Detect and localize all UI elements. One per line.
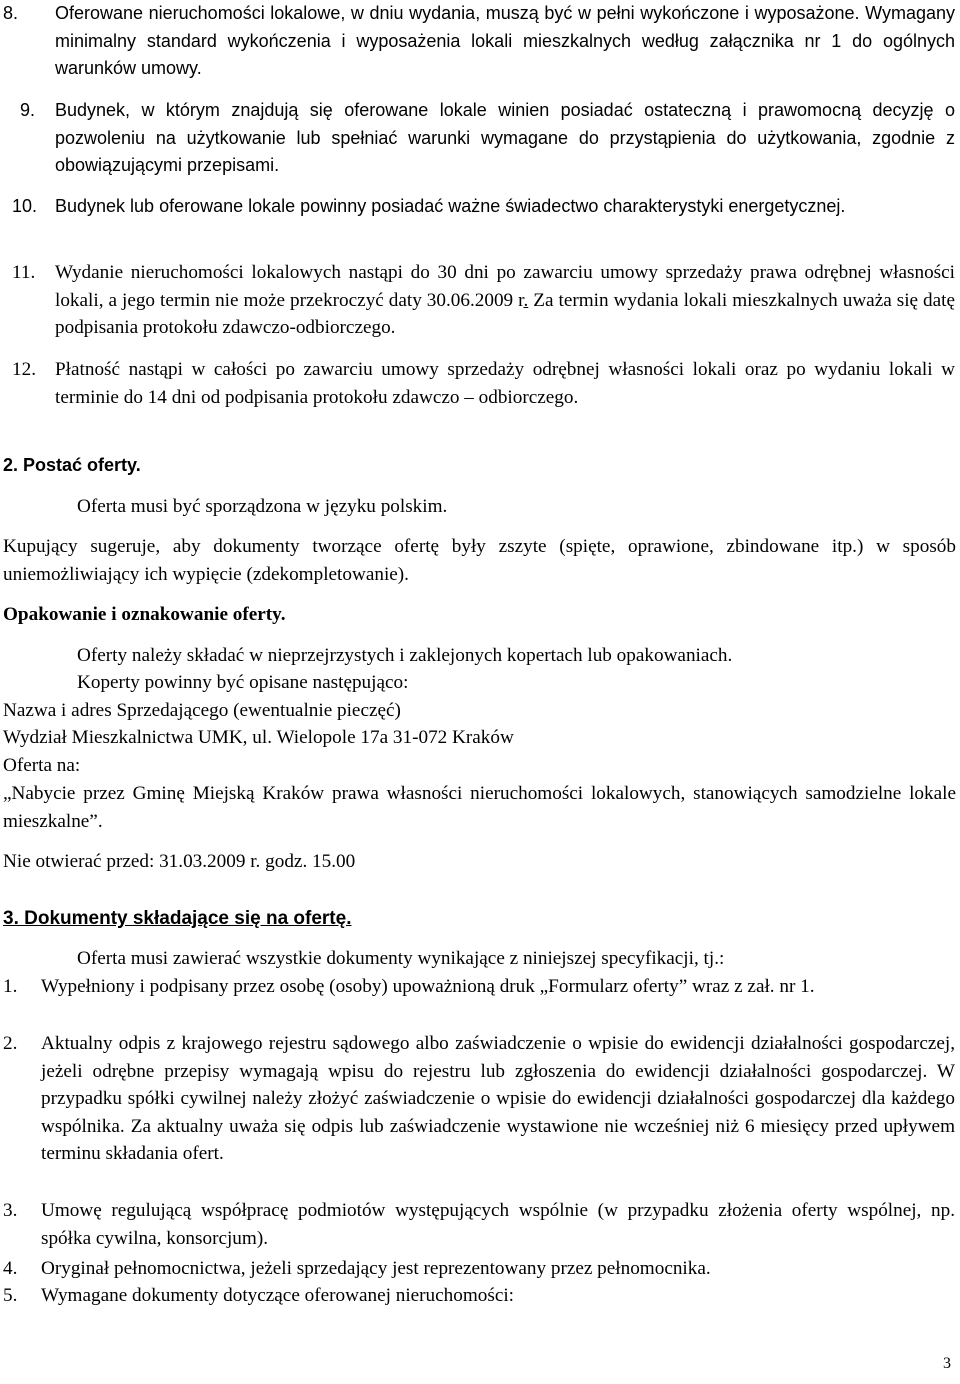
list-text: Budynek, w którym znajdują się oferowane lokale winien posiadać ostateczną i prawomocną decyzję o pozwoleniu na użytkowanie lub spełniać warunki wymagane do przystąpienia do użytkowania, zgodnie z obowiązującymi przepisami. <box>55 100 955 176</box>
list-item-11 <box>0 259 960 343</box>
list-number: 10. <box>12 196 38 216</box>
doc-item-5 <box>0 1282 960 1310</box>
label-subject: „Nabycie przez Gminę Miejską Kraków prawa własności nieruchomości lokalowych, stanowiących samodzielne lokale mieszkalne”. <box>3 783 956 832</box>
doc-item-3 <box>0 1197 960 1253</box>
list-text: Wypełniony i podpisany przez osobę (osoby) upoważnioną druk „Formularz oferty” wraz z zał. nr 1. <box>41 976 815 997</box>
list-number: 2. <box>3 1033 18 1054</box>
paragraph-binding: Kupujący sugeruje, aby dokumenty tworzące ofertę były zszyte (spięte, oprawione, zbindowane itp.) w sposób uniemożliwiający ich wypięcie (zdekompletowanie). <box>3 536 956 585</box>
list-text-part: Wydanie nieruchomości lokalowych nastąpi do 30 dni po zawarciu umowy sprzedaży prawa odrębnej własności lokali, a jego termin nie może przekroczyć daty 30.06.2009 r <box>55 262 955 311</box>
section-heading-3: 3. Dokumenty składające się na ofertę. <box>3 908 352 929</box>
list-number: 3. <box>3 1200 18 1221</box>
list-text: Płatność nastąpi w całości po zawarciu umowy sprzedaży odrębnej własności lokali oraz po wydaniu lokali w terminie do 14 dni od podpisania protokołu zdawczo – odbiorczego. <box>55 359 955 408</box>
paragraph-envelope: Oferty należy składać w nieprzejrzystych i zaklejonych kopertach lub opakowaniach. <box>77 645 733 666</box>
list-number: 4. <box>3 1258 18 1279</box>
section-heading-2: 2. Postać oferty. <box>3 455 141 475</box>
subheading-packaging: Opakowanie i oznakowanie oferty. <box>3 604 286 625</box>
list-text <box>55 259 955 342</box>
list-number: 5. <box>3 1285 18 1306</box>
list-number: 12. <box>12 359 36 380</box>
list-text: Umowę regulującą współpracę podmiotów występujących wspólnie (w przypadku złożenia oferty wspólnej, np. spółka cywilna, konsorcjum). <box>41 1200 955 1249</box>
list-text: Wymagane dokumenty dotyczące oferowanej nieruchomości: <box>41 1285 515 1306</box>
label-offer: Oferta na: <box>3 755 81 776</box>
list-item-8 <box>0 0 960 84</box>
paragraph-label-intro: Koperty powinny być opisane następująco: <box>77 672 409 693</box>
label-seller-name: Nazwa i adres Sprzedającego (ewentualnie pieczęć) <box>3 700 401 721</box>
list-text: Oferowane nieruchomości lokalowe, w dniu wydania, muszą być w pełni wykończone i wyposażone. Wymagany minimalny standard wykończenia i wyposażenia lokali mieszkalnych według załącznika nr 1 do ogólnych warunków umowy. <box>55 3 955 79</box>
doc-item-2 <box>0 1030 960 1196</box>
doc-item-4 <box>0 1255 960 1283</box>
list-text: Oryginał pełnomocnictwa, jeżeli sprzedający jest reprezentowany przez pełnomocnika. <box>41 1258 711 1279</box>
list-number: 8. <box>3 3 19 23</box>
paragraph-language: Oferta musi być sporządzona w języku polskim. <box>77 496 448 517</box>
list-text: Aktualny odpis z krajowego rejestru sądowego albo zaświadczenie o wpisie do ewidencji działalności gospodarczej, jeżeli odrębne przepisy wymagają wpisu do rejestru lub zgłoszenia do ewidencji działalności gospodarczej. W przypadku spółki cywilnej należy złożyć zaświadczenie o wpisie do ewidencji działalności gospodarczej dla każdego wspólnika. Za aktualny uważa się odpis lub zaświadczenie wystawione nie wcześniej niż 6 miesięcy przed upływem terminu składania ofert. <box>41 1033 955 1165</box>
list-number: 1. <box>3 976 18 997</box>
list-item-10 <box>0 193 960 249</box>
underlined-period: . <box>523 289 529 311</box>
list-number: 11. <box>12 262 36 283</box>
list-text: Budynek lub oferowane lokale powinny posiadać ważne świadectwo charakterystyki energetycznej. <box>55 196 846 216</box>
page-number: 3 <box>943 1355 951 1372</box>
do-not-open-note: Nie otwierać przed: 31.03.2009 r. godz. 15.00 <box>3 851 356 872</box>
list-item-12 <box>0 356 960 440</box>
list-item-9 <box>0 97 960 181</box>
label-department: Wydział Mieszkalnictwa UMK, ul. Wielopole 17a 31-072 Kraków <box>3 727 514 748</box>
list-text-part: Za termin wydania lokali mieszkalnych uważa się datę podpisania protokołu zdawczo-odbiorczego. <box>55 289 955 339</box>
section3-intro: Oferta musi zawierać wszystkie dokumenty wynikające z niniejszej specyfikacji, tj.: <box>77 948 725 969</box>
list-number: 9. <box>20 100 36 120</box>
doc-item-1 <box>0 973 960 1029</box>
